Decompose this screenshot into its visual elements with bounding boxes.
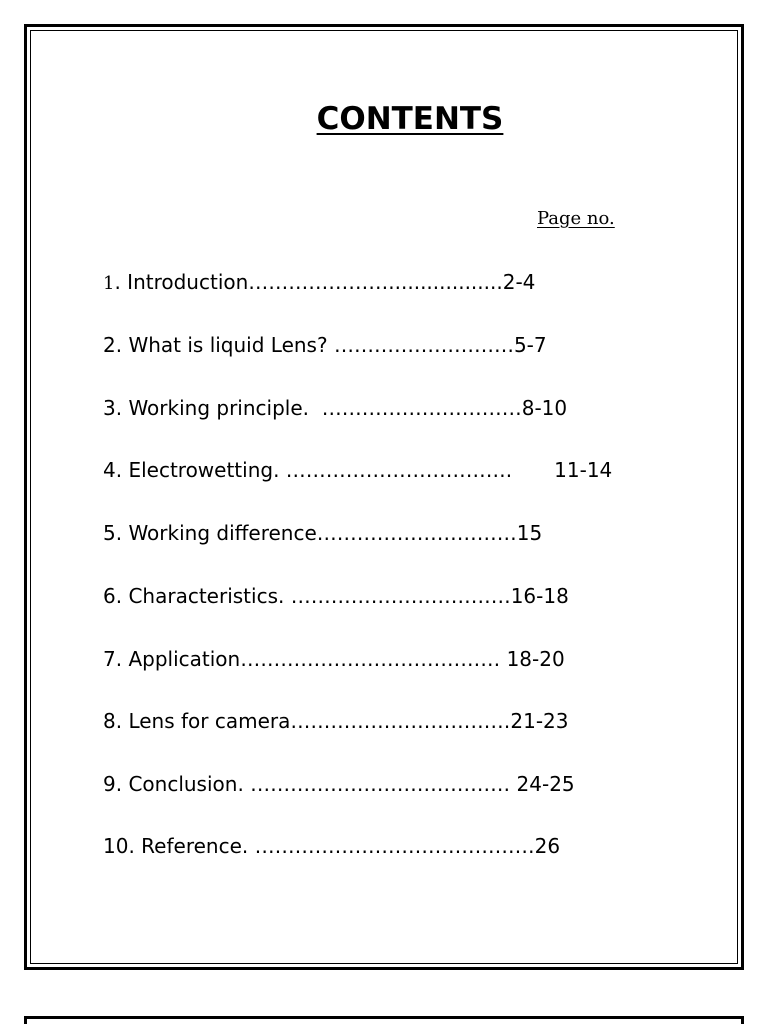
toc-entry-page: 24-25 [516, 772, 575, 796]
toc-entry-title: Application [122, 647, 241, 671]
toc-entry-page: 5-7 [513, 333, 547, 357]
page-border-inner [30, 30, 738, 964]
toc-entry-number: 7. [103, 647, 123, 671]
toc-entry-page: 18-20 [506, 647, 565, 671]
toc-entry-title: Electrowetting. [122, 458, 286, 482]
toc-entry-number: 9. [103, 772, 123, 796]
toc-entry [103, 521, 542, 545]
toc-entry-title: Working difference [122, 521, 317, 545]
page-title: CONTENTS [316, 101, 504, 137]
toc-entry [103, 647, 565, 671]
page-no-header: Page no. [537, 208, 615, 229]
page-border [24, 24, 744, 970]
toc-entry-number: 8. [103, 709, 123, 733]
toc-entry-number: 5. [103, 521, 123, 545]
toc-entry-title: What is liquid Lens? [122, 333, 334, 357]
toc-entry [103, 458, 612, 482]
toc-entry [103, 772, 575, 796]
toc-entry-leader: ………………………… [321, 396, 522, 420]
toc-entry-page: 15 [516, 521, 543, 545]
toc-entry [103, 709, 569, 733]
toc-entry-page: 26 [534, 834, 561, 858]
toc-entry-page: 16-18 [510, 584, 569, 608]
toc-entry-leader: …………………………… [290, 584, 511, 608]
toc-entry-page: 21-23 [510, 709, 569, 733]
toc-entry [103, 834, 560, 858]
toc-entry-title: Reference. [134, 834, 255, 858]
toc-entry [103, 333, 547, 357]
toc-entry-leader: ………………………………… [250, 772, 517, 796]
toc-entry-leader: ……………………… [333, 333, 514, 357]
toc-entry [103, 396, 567, 420]
toc-entry-page: 2-4 [502, 270, 536, 294]
toc-entry-page: 8-10 [521, 396, 568, 420]
toc-entry-leader: ………………………………… [240, 647, 507, 671]
toc-entry-leader: ………………….................. [248, 270, 503, 294]
toc-entry-number: 4. [103, 458, 123, 482]
toc-entry [103, 270, 535, 294]
toc-entry-title: Characteristics. [122, 584, 291, 608]
toc-entry-title: Working principle. [122, 396, 322, 420]
toc-entry-title: Conclusion. [122, 772, 251, 796]
toc-entry-title: Lens for camera [122, 709, 291, 733]
toc-entry-number: 10. [103, 834, 135, 858]
toc-entry-number: 1 [103, 273, 115, 294]
toc-entry-leader: ……………………………. [285, 458, 513, 482]
toc-entry-leader: ………………………… [316, 521, 517, 545]
toc-entry-title: . Introduction [114, 270, 249, 294]
toc-entry-leader: …………………………………… [254, 834, 535, 858]
toc-entry-number: 6. [103, 584, 123, 608]
toc-entry-number: 3. [103, 396, 123, 420]
toc-entry-leader: …………………………… [290, 709, 511, 733]
next-page-border [24, 1016, 744, 1024]
toc-entry-page: 11-14 [554, 458, 613, 482]
toc-entry [103, 584, 569, 608]
toc-entry-number: 2. [103, 333, 123, 357]
